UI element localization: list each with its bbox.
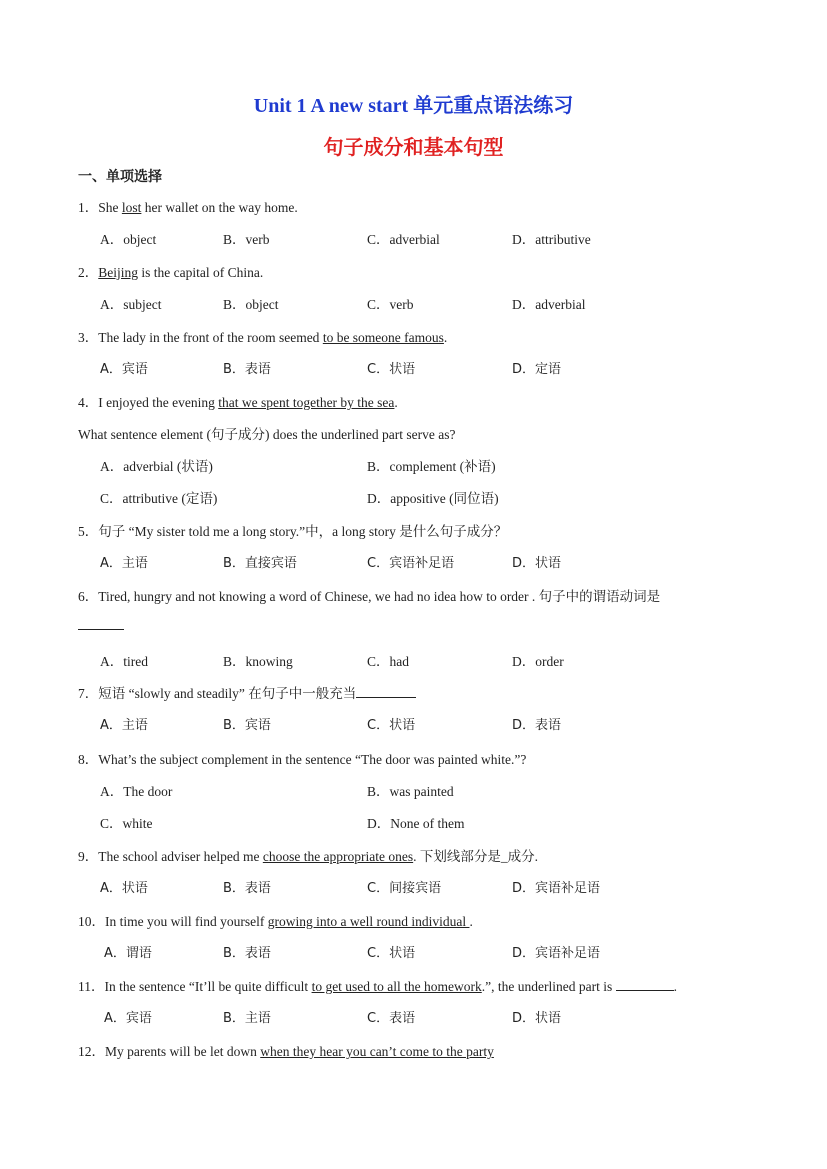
q10-option-b[interactable]: B．表语 [223, 946, 271, 961]
section-heading: 一、单项选择 [78, 169, 162, 185]
q8-option-c[interactable]: C．white [100, 816, 153, 831]
q4-option-b[interactable]: B．complement (补语) [367, 459, 496, 474]
question-6-blank[interactable] [78, 617, 124, 634]
q8-option-d[interactable]: D．None of them [367, 816, 465, 831]
q2-option-c[interactable]: C．verb [367, 297, 414, 312]
question-7: 7．短语 “slowly and steadily” 在句子中一般充当 [78, 682, 416, 702]
q4-option-d[interactable]: D．appositive (同位语) [367, 491, 499, 506]
q5-option-d[interactable]: D．状语 [512, 556, 562, 571]
q3-option-c[interactable]: C．状语 [367, 362, 416, 377]
q10-option-c[interactable]: C．状语 [367, 946, 416, 961]
q11-option-b[interactable]: B．主语 [223, 1011, 271, 1026]
question-8: 8．What’s the subject complement in the sentence “The door was painted white.”? [78, 752, 527, 767]
q10-option-d[interactable]: D．宾语补足语 [512, 946, 601, 961]
q8-option-a[interactable]: A．The door [100, 784, 173, 799]
q7-option-c[interactable]: C．状语 [367, 718, 416, 733]
question-11-blank[interactable] [616, 978, 674, 991]
question-10: 10．In time you will find yourself growing into a well round individual . [78, 914, 473, 929]
question-2: 2．Beijing is the capital of China. [78, 265, 264, 280]
q5-option-a[interactable]: A．主语 [100, 556, 148, 571]
q2-option-a[interactable]: A．subject [100, 297, 162, 312]
question-12: 12．My parents will be let down when they hear you can’t come to the party [78, 1044, 494, 1059]
q10-option-a[interactable]: A．谓语 [104, 946, 152, 961]
q1-option-d[interactable]: D．attributive [512, 232, 591, 247]
q9-option-c[interactable]: C．间接宾语 [367, 881, 442, 896]
q6-option-c[interactable]: C．had [367, 654, 409, 669]
question-4-prompt: What sentence element (句子成分) does the underlined part serve as? [78, 427, 456, 442]
q9-option-a[interactable]: A．状语 [100, 881, 148, 896]
question-11: 11．In the sentence “It’ll be quite difficult to get used to all the homework.”, the underlined part is . [78, 979, 677, 994]
question-9: 9．The school adviser helped me choose the appropriate ones. 下划线部分是_成分. [78, 849, 539, 864]
q1-option-a[interactable]: A．object [100, 232, 157, 247]
q9-option-b[interactable]: B．表语 [223, 881, 271, 896]
question-1: 1．She lost her wallet on the way home. [78, 200, 298, 215]
question-6: 6．Tired, hungry and not knowing a word of Chinese, we had no idea how to order . 句子中的谓语动词是 [78, 589, 661, 604]
q3-option-b[interactable]: B．表语 [223, 362, 271, 377]
q1-option-c[interactable]: C．adverbial [367, 232, 440, 247]
q6-option-d[interactable]: D．order [512, 654, 564, 669]
question-3: 3．The lady in the front of the room seemed to be someone famous. [78, 330, 448, 345]
q7-option-a[interactable]: A．主语 [100, 718, 148, 733]
worksheet-subtitle: 句子成分和基本句型 [323, 135, 504, 159]
q5-option-b[interactable]: B．直接宾语 [223, 556, 297, 571]
q2-option-b[interactable]: B．object [223, 297, 279, 312]
q6-option-a[interactable]: A．tired [100, 654, 148, 669]
q4-option-a[interactable]: A．adverbial (状语) [100, 459, 213, 474]
question-7-blank[interactable] [356, 685, 416, 698]
q1-option-b[interactable]: B．verb [223, 232, 270, 247]
q3-option-a[interactable]: A．宾语 [100, 362, 148, 377]
q7-option-b[interactable]: B．宾语 [223, 718, 271, 733]
q4-option-c[interactable]: C．attributive (定语) [100, 491, 218, 506]
q9-option-d[interactable]: D．宾语补足语 [512, 881, 601, 896]
q5-option-c[interactable]: C．宾语补足语 [367, 556, 455, 571]
question-4: 4．I enjoyed the evening that we spent together by the sea. [78, 395, 398, 410]
worksheet-title: Unit 1 A new start 单元重点语法练习 [253, 95, 574, 117]
q7-option-d[interactable]: D．表语 [512, 718, 562, 733]
q11-option-d[interactable]: D．状语 [512, 1011, 562, 1026]
q2-option-d[interactable]: D．adverbial [512, 297, 586, 312]
q8-option-b[interactable]: B．was painted [367, 784, 454, 799]
q6-option-b[interactable]: B．knowing [223, 654, 293, 669]
q11-option-c[interactable]: C．表语 [367, 1011, 416, 1026]
q11-option-a[interactable]: A．宾语 [104, 1011, 152, 1026]
q3-option-d[interactable]: D．定语 [512, 362, 562, 377]
question-5: 5．句子 “My sister told me a long story.”中，a long story 是什么句子成分？ [78, 524, 508, 539]
